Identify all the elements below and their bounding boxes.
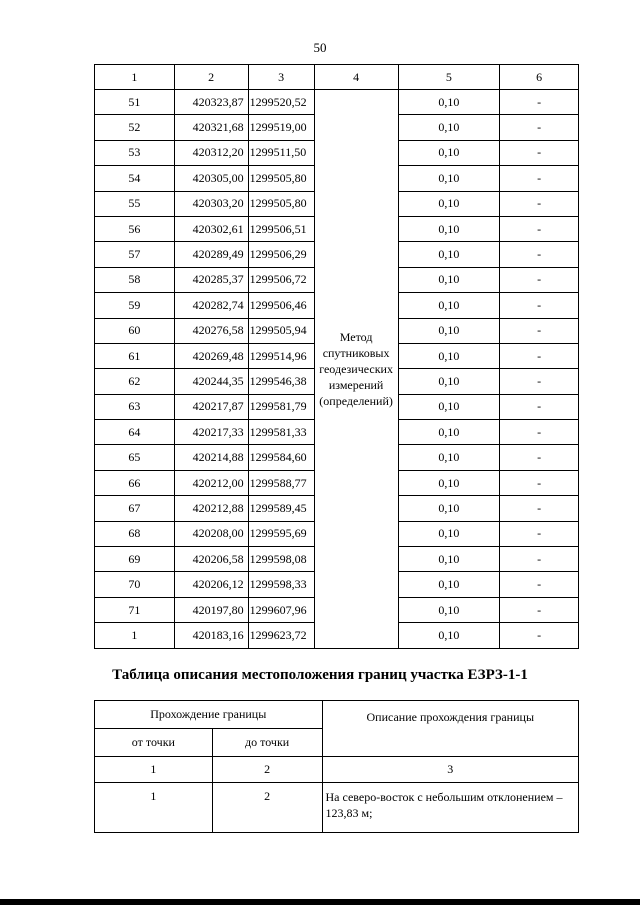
point-number: 65 [95, 445, 175, 470]
x-coordinate: 420302,61 [174, 216, 248, 241]
x-coordinate: 420282,74 [174, 293, 248, 318]
y-coordinate: 1299506,72 [248, 267, 314, 292]
note-value: - [500, 369, 579, 394]
x-coordinate: 420269,48 [174, 343, 248, 368]
passage-header: Прохождение границы [95, 701, 323, 729]
page-number: 50 [313, 40, 327, 55]
accuracy-value: 0,10 [398, 420, 500, 445]
note-value: - [500, 191, 579, 216]
point-number: 57 [95, 242, 175, 267]
x-coordinate: 420214,88 [174, 445, 248, 470]
accuracy-value: 0,10 [398, 445, 500, 470]
note-value: - [500, 521, 579, 546]
y-coordinate: 1299595,69 [248, 521, 314, 546]
point-number: 51 [95, 90, 175, 115]
note-value: - [500, 547, 579, 572]
y-coordinate: 1299505,80 [248, 191, 314, 216]
x-coordinate: 420289,49 [174, 242, 248, 267]
x-coordinate: 420312,20 [174, 140, 248, 165]
point-number: 68 [95, 521, 175, 546]
point-number: 62 [95, 369, 175, 394]
point-number: 64 [95, 420, 175, 445]
point-number: 58 [95, 267, 175, 292]
note-value: - [500, 597, 579, 622]
note-value: - [500, 623, 579, 648]
x-coordinate: 420206,12 [174, 572, 248, 597]
note-value: - [500, 445, 579, 470]
note-value: - [500, 115, 579, 140]
point-number: 66 [95, 470, 175, 495]
to-point-header: до точки [212, 729, 322, 757]
accuracy-value: 0,10 [398, 318, 500, 343]
note-value: - [500, 318, 579, 343]
point-number: 1 [95, 623, 175, 648]
note-value: - [500, 470, 579, 495]
point-number: 55 [95, 191, 175, 216]
y-coordinate: 1299519,00 [248, 115, 314, 140]
x-coordinate: 420217,87 [174, 394, 248, 419]
y-coordinate: 1299584,60 [248, 445, 314, 470]
x-coordinate: 420183,16 [174, 623, 248, 648]
accuracy-value: 0,10 [398, 394, 500, 419]
point-number: 63 [95, 394, 175, 419]
note-value: - [500, 216, 579, 241]
y-coordinate: 1299511,50 [248, 140, 314, 165]
note-value: - [500, 267, 579, 292]
column-header: 3 [248, 65, 314, 90]
to-point: 2 [212, 783, 322, 833]
accuracy-value: 0,10 [398, 242, 500, 267]
y-coordinate: 1299506,46 [248, 293, 314, 318]
desc-header-row [95, 701, 579, 729]
section-title: Таблица описания местоположения границ участка ЕЗРЗ-1-1 [112, 667, 528, 683]
x-coordinate: 420206,58 [174, 547, 248, 572]
note-value: - [500, 140, 579, 165]
note-value: - [500, 394, 579, 419]
accuracy-value: 0,10 [398, 343, 500, 368]
accuracy-value: 0,10 [398, 597, 500, 622]
x-coordinate: 420285,37 [174, 267, 248, 292]
y-coordinate: 1299581,79 [248, 394, 314, 419]
boundary-description: На северо-восток с небольшим отклонением – 123,83 м; [322, 783, 578, 833]
accuracy-value: 0,10 [398, 267, 500, 292]
y-coordinate: 1299581,33 [248, 420, 314, 445]
point-number: 56 [95, 216, 175, 241]
y-coordinate: 1299505,94 [248, 318, 314, 343]
note-value: - [500, 572, 579, 597]
point-number: 71 [95, 597, 175, 622]
x-coordinate: 420323,87 [174, 90, 248, 115]
point-number: 53 [95, 140, 175, 165]
x-coordinate: 420303,20 [174, 191, 248, 216]
column-number: 3 [322, 757, 578, 783]
column-header: 2 [174, 65, 248, 90]
point-number: 69 [95, 547, 175, 572]
accuracy-value: 0,10 [398, 369, 500, 394]
from-point: 1 [95, 783, 213, 833]
note-value: - [500, 242, 579, 267]
column-header: 1 [95, 65, 175, 90]
bottom-edge-rule [0, 899, 640, 905]
accuracy-value: 0,10 [398, 166, 500, 191]
note-value: - [500, 343, 579, 368]
note-value: - [500, 496, 579, 521]
y-coordinate: 1299623,72 [248, 623, 314, 648]
accuracy-value: 0,10 [398, 140, 500, 165]
column-number: 1 [95, 757, 213, 783]
accuracy-value: 0,10 [398, 191, 500, 216]
y-coordinate: 1299506,51 [248, 216, 314, 241]
x-coordinate: 420197,80 [174, 597, 248, 622]
x-coordinate: 420244,35 [174, 369, 248, 394]
from-point-header: от точки [95, 729, 213, 757]
x-coordinate: 420305,00 [174, 166, 248, 191]
accuracy-value: 0,10 [398, 572, 500, 597]
point-number: 61 [95, 343, 175, 368]
point-number: 70 [95, 572, 175, 597]
note-value: - [500, 166, 579, 191]
x-coordinate: 420217,33 [174, 420, 248, 445]
y-coordinate: 1299607,96 [248, 597, 314, 622]
table-row [95, 90, 579, 115]
description-header: Описание прохождения границы [322, 701, 578, 757]
accuracy-value: 0,10 [398, 521, 500, 546]
y-coordinate: 1299588,77 [248, 470, 314, 495]
column-header: 6 [500, 65, 579, 90]
note-value: - [500, 420, 579, 445]
accuracy-value: 0,10 [398, 623, 500, 648]
y-coordinate: 1299598,08 [248, 547, 314, 572]
column-number: 2 [212, 757, 322, 783]
accuracy-value: 0,10 [398, 90, 500, 115]
x-coordinate: 420208,00 [174, 521, 248, 546]
measurement-method: Метод спутниковых геодезических измерений (определений) [314, 90, 398, 649]
x-coordinate: 420276,58 [174, 318, 248, 343]
table-row [95, 783, 579, 833]
x-coordinate: 420212,88 [174, 496, 248, 521]
x-coordinate: 420212,00 [174, 470, 248, 495]
coordinates-table [94, 64, 579, 649]
y-coordinate: 1299514,96 [248, 343, 314, 368]
note-value: - [500, 293, 579, 318]
y-coordinate: 1299598,33 [248, 572, 314, 597]
desc-column-numbers-row [95, 757, 579, 783]
column-header: 5 [398, 65, 500, 90]
point-number: 59 [95, 293, 175, 318]
x-coordinate: 420321,68 [174, 115, 248, 140]
accuracy-value: 0,10 [398, 293, 500, 318]
point-number: 54 [95, 166, 175, 191]
point-number: 52 [95, 115, 175, 140]
point-number: 60 [95, 318, 175, 343]
note-value: - [500, 90, 579, 115]
y-coordinate: 1299589,45 [248, 496, 314, 521]
accuracy-value: 0,10 [398, 547, 500, 572]
boundary-description-table [94, 700, 579, 833]
accuracy-value: 0,10 [398, 470, 500, 495]
y-coordinate: 1299546,38 [248, 369, 314, 394]
point-number: 67 [95, 496, 175, 521]
column-header: 4 [314, 65, 398, 90]
y-coordinate: 1299520,52 [248, 90, 314, 115]
accuracy-value: 0,10 [398, 216, 500, 241]
accuracy-value: 0,10 [398, 115, 500, 140]
y-coordinate: 1299506,29 [248, 242, 314, 267]
coordinates-header-row [95, 65, 579, 90]
y-coordinate: 1299505,80 [248, 166, 314, 191]
accuracy-value: 0,10 [398, 496, 500, 521]
